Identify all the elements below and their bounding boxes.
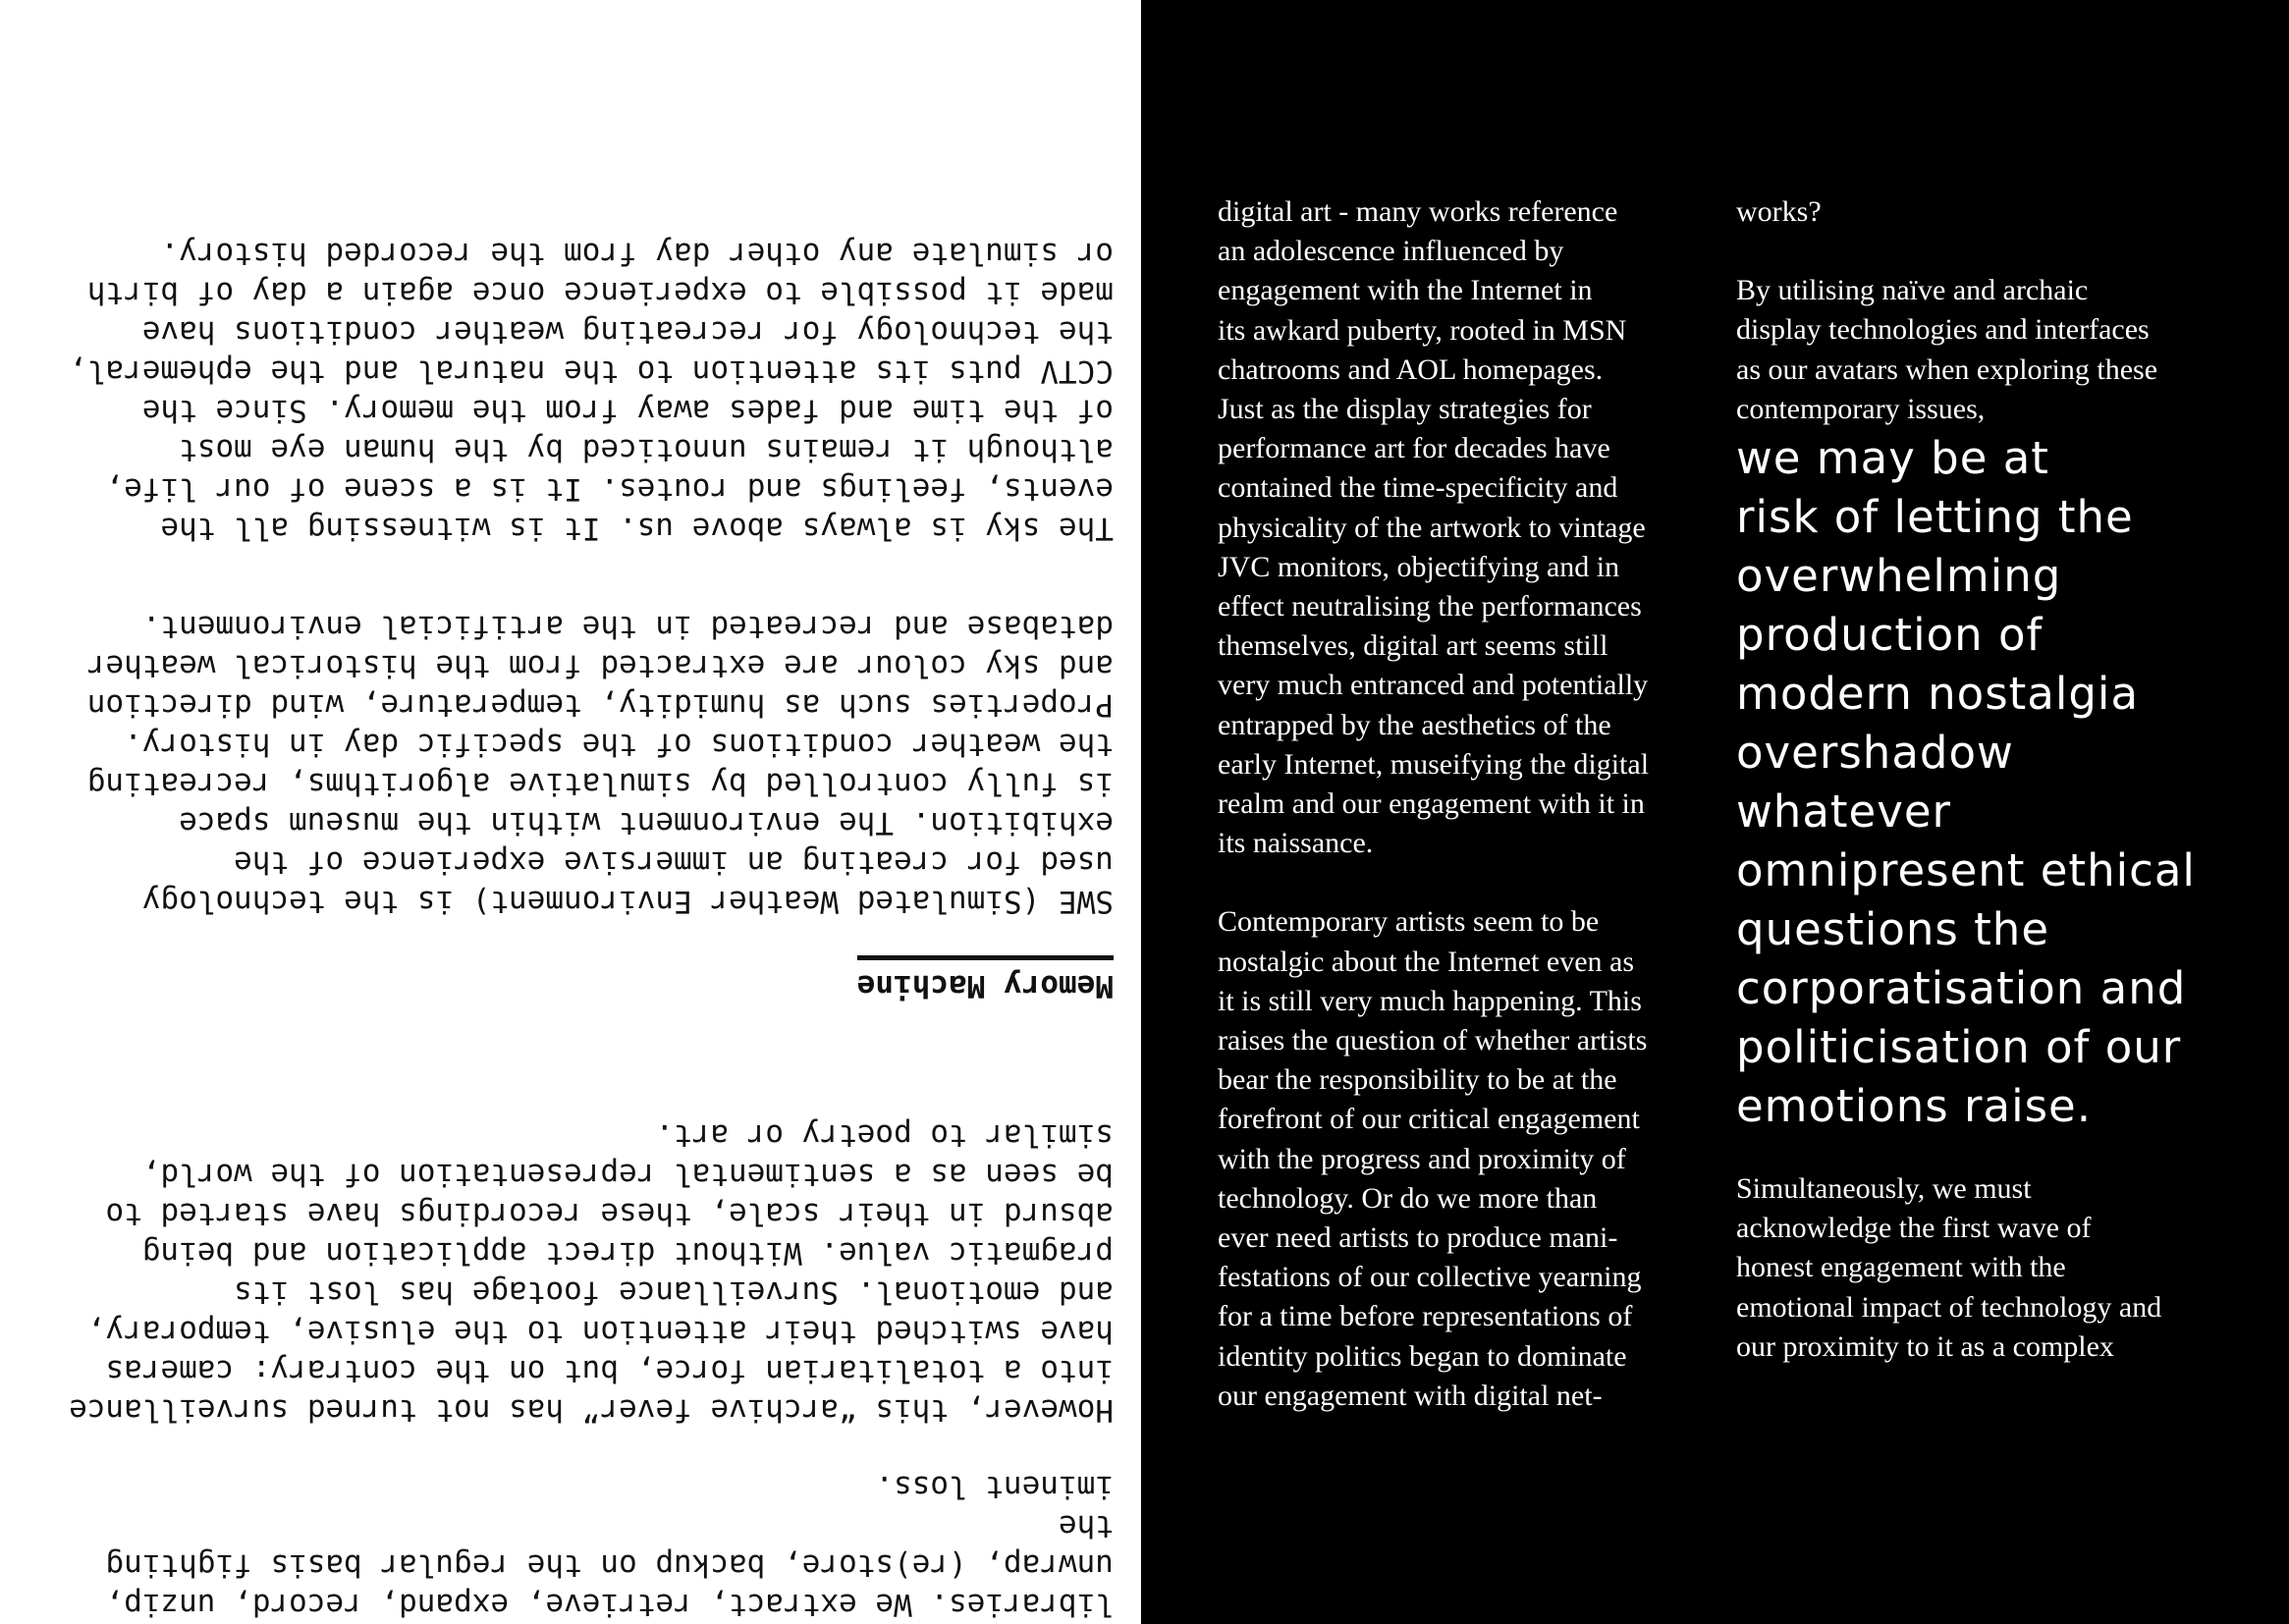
left-page-rotated-content [0,0,1141,1624]
column-2-paragraph-works: works? [1736,195,1822,228]
left-paragraph-swe: SWE (Simulated Weather Environment) is the technology used for creating an immersive experience of the exhibition. The environment within the museum space is fully controlled by simulative algorithms, recreating the weather conditions of the specific day in history. Properties such as humidity, temperature, wind direction and sky colour are extracted from the historical weather database and recreated in the artificial environment. [86,609,1114,919]
left-paragraph-sky: The sky is always above us. It is witnessing all the events, feelings and routes. It is a scene of our life, although it remains unnoticed by the human eye most of the time and fades away from the memory. Since the CCTV puts its attention to the natural and the ephemeral, the technology for recreating weather conditions have made it possible to experience once again a day of birth or simulate any other day from the recorded history. [69,236,1114,546]
section-heading-memory-machine: Memory Machine [857,955,1114,1005]
right-page [1141,0,2289,1624]
pull-quote: we may be at risk of letting the overwhelming production of modern nostalgia overshadow whatever omnipresent ethical questions the corporatisation and politicisation of our emotions raise. [1736,432,2196,1133]
right-column-2 [1736,192,2257,1367]
column-1-paragraph-digital-art: digital art - many works reference an adolescence influenced by engagement with the Internet in its awkard puberty, rooted in MSN chatrooms and AOL homepages. Just as the display strategies for performance art for decades have contained the time-specificity and physicality of the artwork to vintage JVC monitors, objectifying and in effect neutralising the performances themselves, digital art seems still very much entranced and potentially entrapped by the aesthetics of the early Internet, museifying the digital realm and our engagement with it in its naissance. [1218,195,1650,860]
right-column-1 [1218,192,1709,1416]
column-2-paragraph-simultaneously: Simultaneously, we must acknowledge the first wave of honest engagement with the emotional impact of technology and our proximity to it as a complex [1736,1172,2162,1363]
left-paragraph-archive-fever: However, this “archive fever” has not turned surveillance into a totalitarian force, but on the contrary: cameras have switched their attention to the elusive, temporary, and emotional. Surveillance footage has lost its pragmatic value. Without direct application and being absurd in their scale, these recordings have started to be seen as a sentimental representation of the world, similar to poetry or art. [69,1117,1114,1428]
column-2-paragraph-utilising: By utilising naïve and archaic display technologies and interfaces as our avatars when exploring these contemporary issues, [1736,274,2158,425]
column-1-paragraph-contemporary-artists: Contemporary artists seem to be nostalgic about the Internet even as it is still very much happening. This raises the question of whether artists bear the responsibility to be at the forefront of our critical engagement with the progress and proximity of technology. Or do we more than ever need artists to produce mani- festations of our collective yearning for a time before representations of identity politics began to dominate our engagement with digital net- [1218,905,1648,1412]
left-fragment: libraries. We extract, retrieve, expand, record, unzip, unwrap, (re)store, backup on the regular basis fighting the iminent loss. [105,1469,1114,1622]
left-page [0,0,1141,1624]
